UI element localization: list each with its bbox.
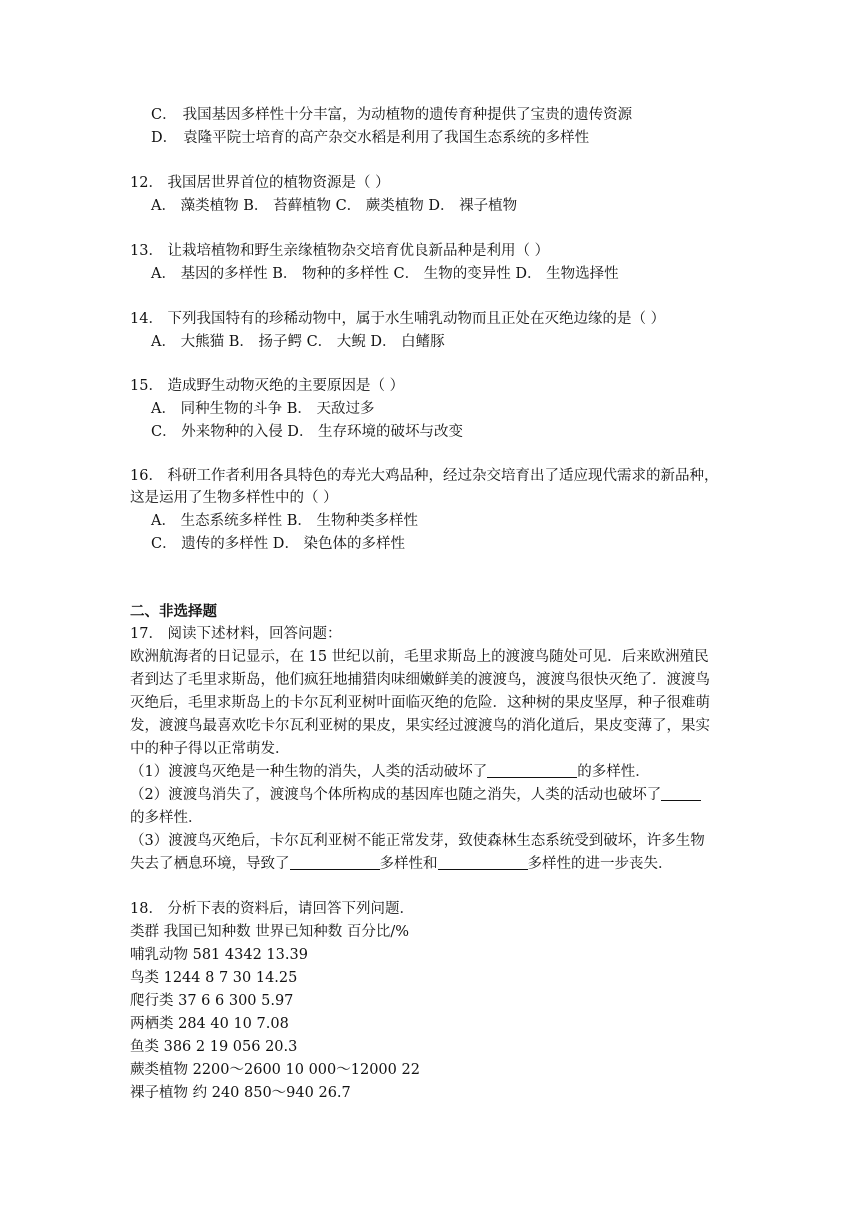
q17-material-line: 者到达了毛里求斯岛，他们疯狂地捕猎肉味细嫩鲜美的渡渡鸟，渡渡鸟很快灭绝了．渡渡鸟 bbox=[130, 672, 710, 688]
q12-options: A． 藻类植物 B． 苔藓植物 C． 蕨类植物 D． 裸子植物 bbox=[151, 198, 518, 214]
sub2-text: （2）渡渡鸟消失了，渡渡鸟个体所构成的基因库也随之消失，人类的活动也破坏了 bbox=[130, 787, 662, 803]
q14-options: A． 大熊猫 B． 扬子鳄 C． 大鲵 D． 白鳍豚 bbox=[151, 334, 445, 350]
q18-table-row: 蕨类植物 2200～2600 10 000～12000 22 bbox=[130, 1062, 420, 1078]
sub3-text-mid: 多样性和 bbox=[379, 856, 438, 872]
option-letter: D． bbox=[151, 130, 178, 146]
option-letter: C． bbox=[151, 107, 177, 123]
sub1-text: （1）渡渡鸟灭绝是一种生物的消失，人类的活动破坏了 bbox=[130, 764, 488, 780]
q16-options-row1: A． 生态系统多样性 B． 生物种类多样性 bbox=[151, 513, 418, 529]
sub3-text-end: 多样性的进一步丧失． bbox=[527, 856, 673, 872]
q18-table-row: 爬行类 37 6 6 300 5.97 bbox=[130, 993, 294, 1009]
q17-sub2-end: 的多样性． bbox=[130, 810, 203, 826]
q13-stem: 13． 让栽培植物和野生亲缘植物杂交培育优良新品种是利用（ ） bbox=[130, 243, 550, 259]
q11-option-d bbox=[151, 127, 589, 149]
q17-sub2 bbox=[130, 784, 701, 806]
q18-table-row: 鱼类 386 2 19 056 20.3 bbox=[130, 1039, 298, 1055]
q11-option-c bbox=[151, 104, 632, 126]
q17-material-line: 欧洲航海者的日记显示，在 15 世纪以前，毛里求斯岛上的渡渡鸟随处可见．后来欧洲殖民 bbox=[130, 649, 709, 665]
sub3-text: 失去了栖息环境，导致了 bbox=[130, 856, 290, 872]
q15-stem: 15． 造成野生动物灭绝的主要原因是（ ） bbox=[130, 378, 405, 394]
q16-stem-line2: 这是运用了生物多样性中的（ ） bbox=[130, 490, 338, 506]
answer-blank[interactable] bbox=[661, 785, 701, 801]
q18-table-row: 类群 我国已知种数 世界已知种数 百分比/% bbox=[130, 924, 409, 940]
q18-table-row: 鸟类 1244 8 7 30 14.25 bbox=[130, 970, 298, 986]
answer-blank[interactable] bbox=[438, 854, 528, 870]
option-text: 袁隆平院士培育的高产杂交水稻是利用了我国生态系统的多样性 bbox=[183, 130, 590, 146]
q18-table-row: 哺乳动物 581 4342 13.39 bbox=[130, 947, 308, 963]
q17-stem: 17． 阅读下述材料，回答问题： bbox=[130, 626, 342, 642]
q18-table-row: 两栖类 284 40 10 7.08 bbox=[130, 1016, 289, 1032]
q17-material-line: 发，渡渡鸟最喜欢吃卡尔瓦利亚树的果皮，果实经过渡渡鸟的消化道后，果皮变薄了，果实 bbox=[130, 718, 710, 734]
q16-stem-line1: 16． 科研工作者利用各具特色的寿光大鸡品种，经过杂交培育出了适应现代需求的新品种， bbox=[130, 468, 719, 484]
sub1-text-end: 的多样性． bbox=[577, 764, 650, 780]
answer-blank[interactable] bbox=[290, 854, 380, 870]
q13-options: A． 基因的多样性 B． 物种的多样性 C． 生物的变异性 D． 生物选择性 bbox=[151, 266, 619, 282]
q14-stem: 14． 下列我国特有的珍稀动物中，属于水生哺乳动物而且正处在灭绝边缘的是（ ） bbox=[130, 311, 666, 327]
q17-material-line: 中的种子得以正常萌发． bbox=[130, 741, 290, 757]
q17-sub3: （3）渡渡鸟灭绝后，卡尔瓦利亚树不能正常发芽，致使森林生态系统受到破坏，许多生物 bbox=[130, 833, 705, 849]
q12-stem: 12． 我国居世界首位的植物资源是（ ） bbox=[130, 175, 390, 191]
q17-material-line: 灭绝后，毛里求斯岛上的卡尔瓦利亚树叶面临灭绝的危险．这种树的果皮坚厚，种子很难萌 bbox=[130, 695, 710, 711]
q15-options-row1: A． 同种生物的斗争 B． 天敌过多 bbox=[151, 401, 375, 417]
q18-table-row: 裸子植物 约 240 850～940 26.7 bbox=[130, 1085, 351, 1101]
section-heading: 二、非选择题 bbox=[130, 603, 217, 620]
q15-options-row2: C． 外来物种的入侵 D． 生存环境的破坏与改变 bbox=[151, 424, 464, 440]
q17-sub3-line2 bbox=[130, 853, 673, 875]
option-text: 我国基因多样性十分丰富，为动植物的遗传育种提供了宝贵的遗传资源 bbox=[182, 107, 633, 123]
q16-options-row2: C． 遗传的多样性 D． 染色体的多样性 bbox=[151, 536, 406, 552]
q18-stem: 18． 分析下表的资料后，请回答下列问题． bbox=[130, 901, 415, 917]
q17-sub1 bbox=[130, 761, 650, 783]
answer-blank[interactable] bbox=[487, 762, 577, 778]
